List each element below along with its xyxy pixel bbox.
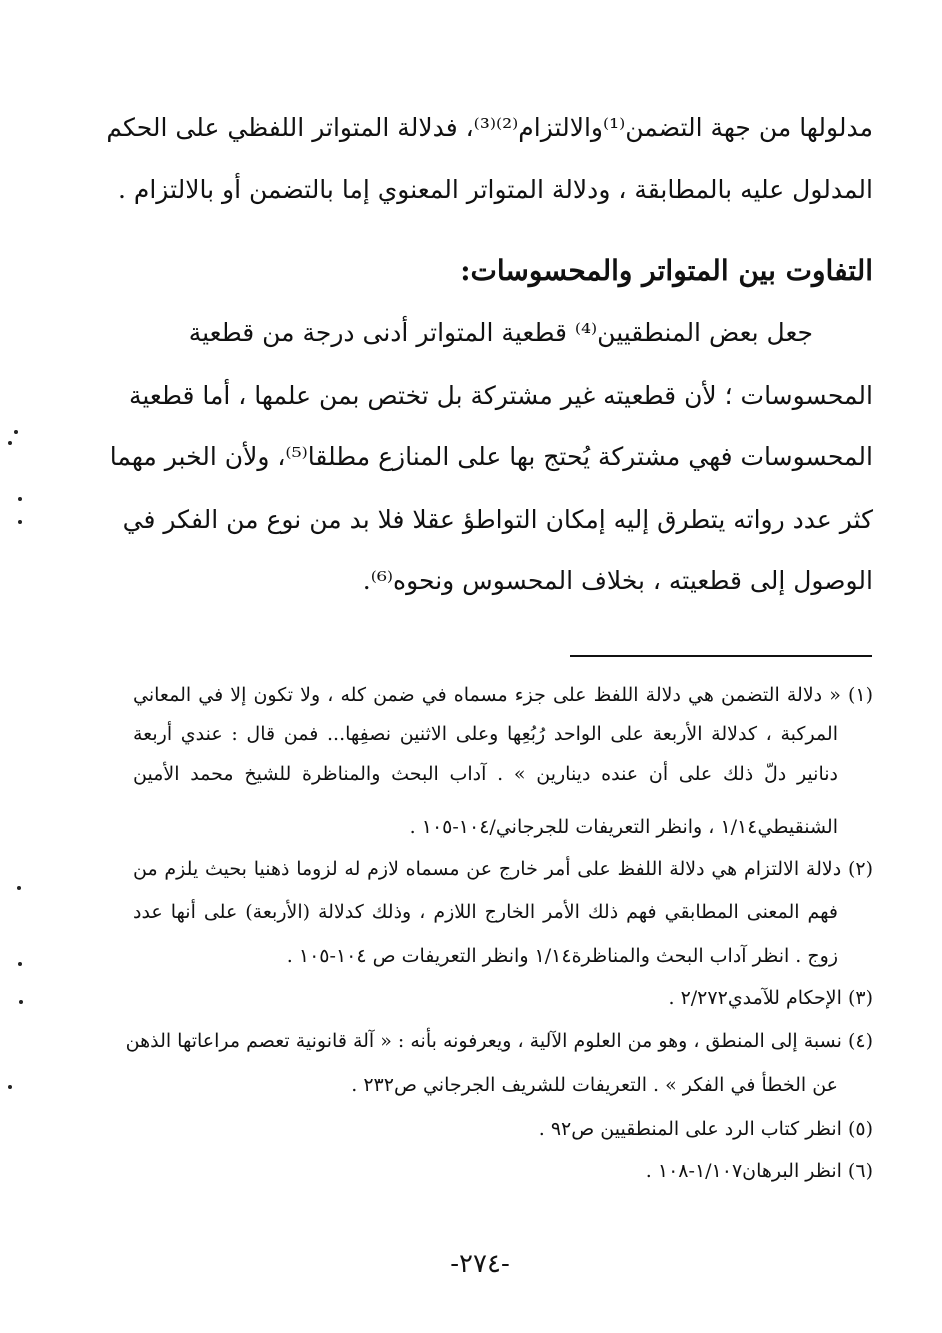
footnote-separator <box>570 655 872 657</box>
paragraph-1-line-1: مدلولها من جهة التضمن⁽¹⁾والالتزام⁽²⁾⁽³⁾، فدلالة المتواتر اللفظي على الحكم <box>106 113 873 142</box>
footnote-3: (٣) الإحكام للآمدي٢/٢٧٢ . <box>668 987 873 1009</box>
footnote-6: (٦) انظر البرهان١/١٠٧-١٠٨ . <box>645 1160 873 1182</box>
footnote-1-line-1: (١) « دلالة التضمن هي دلالة اللفظ على جزء مسماه في ضمن كله ، ولا تكون إلا في المعاني <box>133 684 873 706</box>
footnote-2-line-2: فهم المعنى المطابقي فهم ذلك الأمر الخارج اللازم ، وذلك كدلالة (الأربعة) على أنها عدد <box>133 901 838 923</box>
scan-speck <box>18 962 22 966</box>
footnote-1-line-4: الشنقيطي١/١٤ ، وانظر التعريفات للجرجاني/١٠٤-١٠٥ . <box>409 816 838 838</box>
footnote-4-line-2: عن الخطأ في الفكر » . التعريفات للشريف الجرجاني ص٢٣٢ . <box>351 1074 838 1096</box>
scan-speck <box>8 441 12 445</box>
paragraph-2-line-2: المحسوسات ؛ لأن قطعيته غير مشتركة بل تختص بمن علمها ، أما قطعية <box>128 381 873 410</box>
page-number: -٢٧٤- <box>450 1249 510 1279</box>
footnote-1-line-2: المركبة ، كدلالة الأربعة على الواحد رُبُعِها وعلى الاثنين نصفِها... فمن قال : عندي أربعة <box>133 723 838 745</box>
footnote-1-line-3: دنانير دلّ ذلك على أن عنده دينارين » . آداب البحث والمناظرة للشيخ محمد الأمين <box>133 763 838 785</box>
footnote-5: (٥) انظر كتاب الرد على المنطقيين ص٩٢ . <box>538 1118 873 1140</box>
paragraph-2-line-3: المحسوسات فهي مشتركة يُحتج بها على المنازع مطلقا⁽⁵⁾، ولأن الخبر مهما <box>109 442 873 471</box>
scan-speck <box>14 430 18 434</box>
paragraph-2-line-4: كثر عدد رواته يتطرق إليه إمكان التواطؤ عقلا فلا بد من نوع من الفكر في <box>122 505 873 534</box>
scan-speck <box>8 1085 12 1089</box>
paragraph-2-line-5: الوصول إلى قطعيته ، بخلاف المحسوس ونحوه⁽⁶⁾. <box>362 566 873 595</box>
section-heading: التفاوت بين المتواتر والمحسوسات: <box>460 254 873 287</box>
footnote-2-line-3: زوج . انظر آداب البحث والمناظرة١/١٤ وانظر التعريفات ص ١٠٤-١٠٥ . <box>286 945 838 967</box>
scan-speck <box>17 886 21 890</box>
paragraph-2-line-1: جعل بعض المنطقيين⁽⁴⁾ قطعية المتواتر أدنى درجة من قطعية <box>188 318 813 347</box>
footnote-4-line-1: (٤) نسبة إلى المنطق ، وهو من العلوم الآلية ، ويعرفونه بأنه : « آلة قانونية تعصم مراعاتها الذهن <box>125 1030 873 1052</box>
paragraph-1-line-2: المدلول عليه بالمطابقة ، ودلالة المتواتر المعنوي إما بالتضمن أو بالالتزام . <box>117 175 873 204</box>
scan-speck <box>18 497 22 501</box>
scan-speck <box>18 520 22 524</box>
footnote-2-line-1: (٢) دلالة الالتزام هي دلالة اللفظ على أمر خارج عن مسماه لازم له لزوما ذهنيا بحيث يلزم من <box>133 858 873 880</box>
scan-speck <box>19 1000 23 1004</box>
